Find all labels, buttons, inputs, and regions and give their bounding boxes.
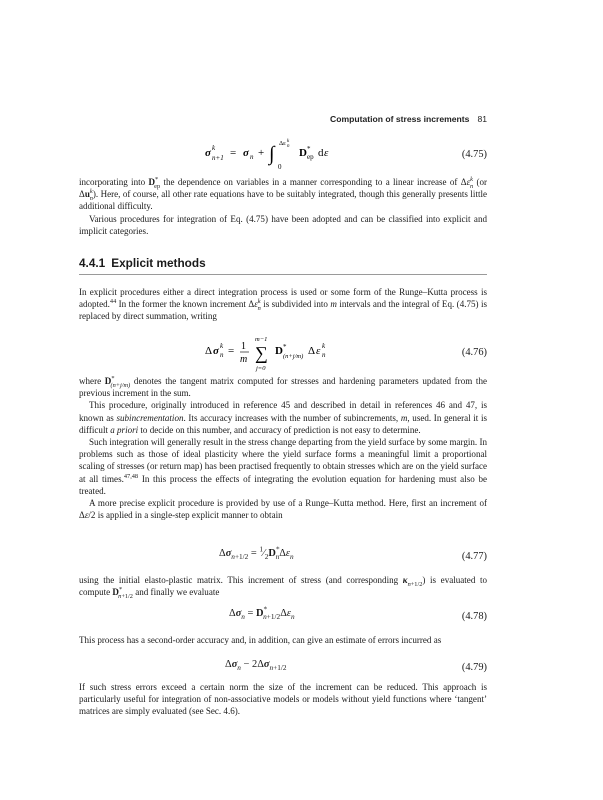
svg-text:n: n xyxy=(322,351,326,359)
equation-4-77-number: (4.77) xyxy=(461,551,487,562)
paragraph-4: where $D^*_{(n+j/m)}$ denotes the tangent matrix computed for stresses and hardening parameters updated from the previous increment in the sum. xyxy=(79,374,487,399)
svg-text:k: k xyxy=(287,139,290,144)
text-block-5 xyxy=(79,634,487,646)
svg-text:j=0: j=0 xyxy=(256,365,266,372)
svg-text:∫: ∫ xyxy=(269,143,275,165)
svg-text:n: n xyxy=(287,144,290,149)
svg-text:*: * xyxy=(283,343,287,351)
book-page xyxy=(79,0,487,800)
svg-text:+: + xyxy=(258,147,265,159)
paragraph-9: This process has a second-order accuracy and, in addition, can give an estimate of errors incurred as xyxy=(79,635,442,645)
svg-text:0: 0 xyxy=(278,163,282,171)
svg-text:σ: σ xyxy=(243,147,249,159)
svg-text:Δ: Δ xyxy=(205,345,213,357)
equation-4-76-number: (4.76) xyxy=(461,347,487,358)
svg-text:*: * xyxy=(307,145,311,153)
paragraph-6: Such integration will generally result in the stress change departing from the yield surface by some margin. In problems such as those of ideal plasticity where the yield surface forms a meaningful limit a proportional scaling of stresses (or return map) has been practised frequently to obtain stresses which are on the yield surface at all times.$^{47,48}$ In this process the effects of integrating the evolution equation for hardening must also be treated. xyxy=(79,437,487,496)
paragraph-7: A more precise explicit procedure is provided by use of a Runge–Kutta method. Here, first an increment of Δε/2 is applied in a single-step explicit manner to obtain xyxy=(79,498,487,521)
svg-text:d: d xyxy=(318,147,324,159)
equation-4-76-formula xyxy=(205,332,355,372)
equation-4-78-number: (4.78) xyxy=(461,611,487,622)
svg-text:σ: σ xyxy=(213,345,219,357)
svg-text:k: k xyxy=(220,342,224,350)
svg-text:n: n xyxy=(250,153,254,161)
svg-text:k: k xyxy=(212,144,216,152)
svg-text:(n+j/m): (n+j/m) xyxy=(283,353,304,360)
svg-text:k: k xyxy=(322,342,326,350)
equation-4-79 xyxy=(79,659,487,679)
equation-4-79-formula: $\Delta\sigma_n - 2\Delta\sigma_{n+1/2}$ xyxy=(225,659,287,673)
section-heading xyxy=(79,256,487,275)
svg-text:ε: ε xyxy=(316,345,321,357)
svg-text:m: m xyxy=(240,354,248,365)
paragraph-8: using the initial elasto-plastic matrix. This increment of stress (and corresponding $\kappa_{n+1/2}$) is evaluated to compute $D^*_{n+1/2}$ and finally we evaluate xyxy=(79,575,487,600)
text-block-6 xyxy=(79,681,487,718)
paragraph-5: This procedure, originally introduced in reference 45 and described in detail in references 46 and 47, is known as subincrementation. Its accuracy increases with the number of subincrements, m, used. In general it is difficult a priori to decide on this number, and accuracy of prediction is not easy to determine. xyxy=(79,400,487,435)
equation-4-79-number: (4.79) xyxy=(461,662,487,673)
svg-text:=: = xyxy=(228,345,235,357)
text-block-4 xyxy=(79,574,487,598)
running-head-title: Computation of stress increments xyxy=(330,114,470,124)
text-block-3 xyxy=(79,375,487,521)
svg-text:=: = xyxy=(230,147,237,159)
equation-4-75-number: (4.75) xyxy=(461,149,487,160)
svg-text:D: D xyxy=(275,345,283,357)
equation-4-76 xyxy=(79,332,487,372)
paragraph-2: Various procedures for integration of Eq. (4.75) have been adopted and can be classified into explicit and implicit categories. xyxy=(79,213,487,236)
text-block-1 xyxy=(79,176,487,237)
paragraph-10: If such stress errors exceed a certain norm the size of the increment can be reduced. This approach is particularly useful for integration of non-associative models or models without yield functions where ‘tangent’ matrices are simply evaluated (see Sec. 4.6). xyxy=(79,682,487,717)
equation-4-78 xyxy=(79,605,487,628)
equation-4-75-formula xyxy=(205,138,355,172)
equation-4-77-formula: $\Delta\sigma_{n+1/2}$ = $^1⁄_2D^*_n\Delta\varepsilon_n$ xyxy=(219,545,294,562)
paragraph-1: incorporating into $D^*_{ep}$ the dependence on variables in a manner corresponding to a linear increase of $\Delta\varepsilon^k_n$ (or $\Delta u^k_n$). Here, of course, all other rate equations have to be suitably integrated, though this generally presents little additional difficulty. xyxy=(79,175,488,212)
svg-text:1: 1 xyxy=(241,341,246,352)
running-head xyxy=(79,114,487,124)
svg-text:ep: ep xyxy=(307,153,314,161)
svg-text:σ: σ xyxy=(205,147,211,159)
svg-text:n+1: n+1 xyxy=(212,154,224,162)
svg-text:n: n xyxy=(220,351,224,359)
svg-text:∑: ∑ xyxy=(255,343,268,363)
equation-4-78-formula: $\Delta\sigma_n = D^*_{n+1/2}\Delta\varepsilon_n$ xyxy=(229,605,295,622)
section-title: Explicit methods xyxy=(111,256,206,270)
svg-text:m−1: m−1 xyxy=(255,336,268,343)
paragraph-3: In explicit procedures either a direct integration process is used or some form of the Runge–Kutta process is adopted.$^{44}$ In the former the known increment $\Delta\varepsilon^k_n$ is subdivided into m intervals and the integral of Eq. (4.75) is replaced by direct summation, writing xyxy=(79,287,488,322)
equation-4-77 xyxy=(79,545,487,568)
page-number: 81 xyxy=(477,114,487,124)
text-block-2 xyxy=(79,286,487,323)
svg-text:ε: ε xyxy=(324,147,329,159)
svg-text:D: D xyxy=(299,147,307,159)
section-number: 4.4.1 xyxy=(79,256,106,270)
equation-4-75 xyxy=(79,138,487,172)
svg-text:Δε: Δε xyxy=(279,140,286,147)
svg-text:Δ: Δ xyxy=(308,345,316,357)
